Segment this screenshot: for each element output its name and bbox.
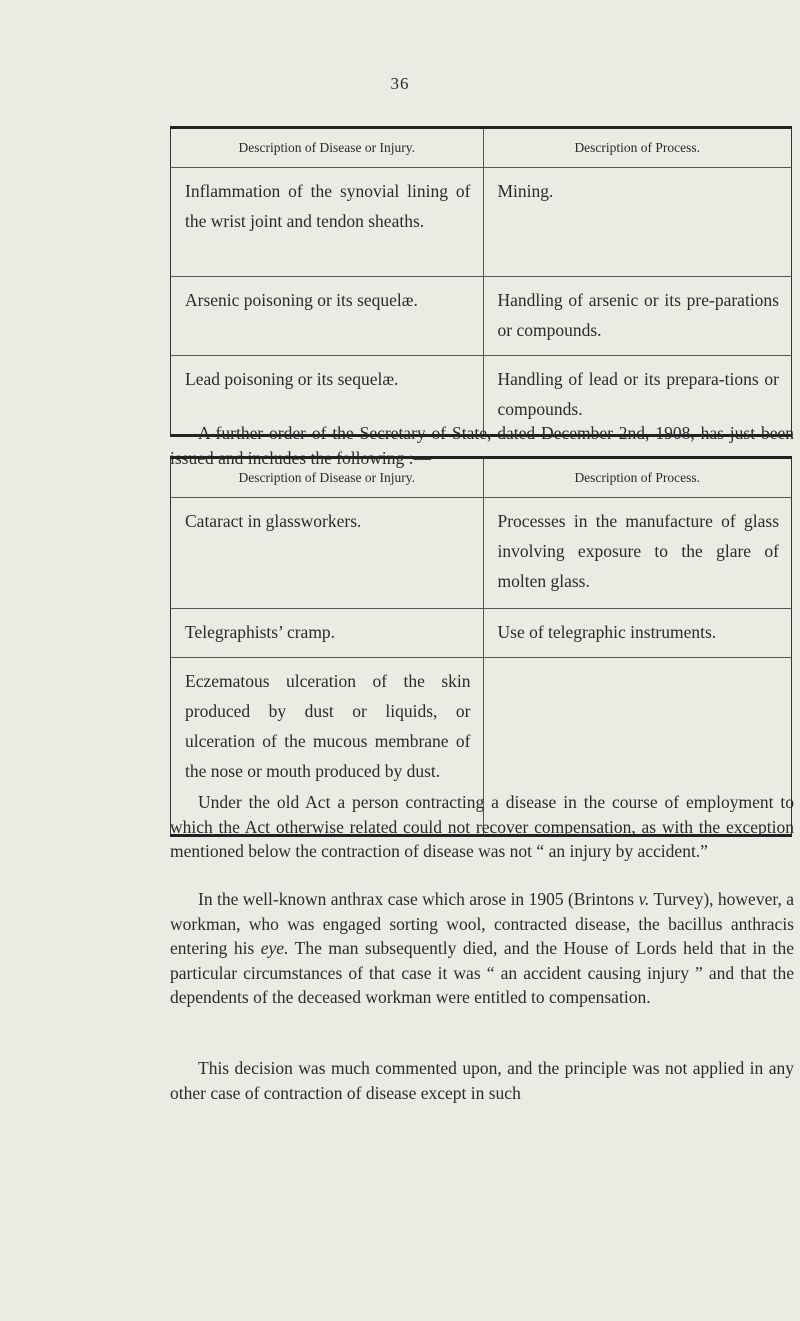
- process-text: Handling of lead or its prepara-tions or compounds.: [497, 369, 779, 419]
- disease-text: Eczematous ulceration of the skin produced by dust or liquids, or ulceration of the mucous membrane of the nose or mouth produced by dust.: [185, 671, 471, 781]
- process-text: Use of telegraphic instruments.: [497, 622, 717, 642]
- process-text: Mining.: [497, 181, 554, 201]
- disease-text: Inflammation of the synovial lining of the wrist joint and tendon sheaths.: [185, 181, 471, 231]
- page-number: 36: [390, 74, 410, 93]
- process-cell: [483, 168, 792, 277]
- italic-text: v.: [638, 889, 650, 909]
- disease-cell: [171, 498, 484, 609]
- text-segment: The man subsequently died, and the House of Lords held that in the particular circumstances of that case it was “ an accident causing injury ” and that the dependents of the deceased workman were entitled to compensation.: [170, 938, 794, 1007]
- text-segment: Turvey), however, a workman, who was engaged sorting wool, contracted disease, the bacillus anthracis entering his: [170, 889, 795, 958]
- table-header-row: [171, 128, 792, 168]
- process-cell: [483, 609, 792, 658]
- disease-cell: [171, 168, 484, 277]
- table-row: [171, 168, 792, 277]
- italic-text: eye.: [260, 938, 289, 958]
- disease-process-table-2: [170, 456, 792, 837]
- paragraph-further-order: A further order of the Secretary of State, dated December 2nd, 1908, has just been issued and includes the following :—: [170, 423, 794, 468]
- paragraph-anthrax-case: [170, 887, 794, 1010]
- table-header-row: [171, 458, 792, 498]
- column-header-disease: Description of Disease or Injury.: [171, 128, 484, 168]
- paragraph-old-act: Under the old Act a person contracting a disease in the course of employment to which the Act otherwise related could not recover compensation, as with the exception mentioned below the contraction of disease was not “ an injury by accident.”: [170, 792, 794, 861]
- table-row: [171, 609, 792, 658]
- column-header-process: Description of Process.: [483, 128, 792, 168]
- process-text: [484, 658, 792, 674]
- process-text: Processes in the manufacture of glass involving exposure to the glare of molten glass.: [497, 511, 779, 591]
- disease-text: Lead poisoning or its sequelæ.: [185, 369, 399, 389]
- text-segment: In the well-known anthrax case which arose in 1905 (Brintons: [198, 889, 639, 909]
- table-row: [171, 498, 792, 609]
- table-row: [171, 277, 792, 356]
- disease-process-table-1: [170, 126, 792, 437]
- disease-text: Cataract in glassworkers.: [185, 511, 362, 531]
- disease-text: Telegraphists’ cramp.: [185, 622, 336, 642]
- column-header-disease: Description of Disease or Injury.: [171, 458, 484, 498]
- disease-cell: [171, 277, 484, 356]
- process-cell: [483, 498, 792, 609]
- disease-text: Arsenic poisoning or its sequelæ.: [185, 290, 418, 310]
- column-header-process: Description of Process.: [483, 458, 792, 498]
- paragraph-decision: This decision was much commented upon, and the principle was not applied in any other case of contraction of disease except in such: [170, 1058, 794, 1103]
- process-cell: [483, 277, 792, 356]
- disease-cell: [171, 609, 484, 658]
- process-text: Handling of arsenic or its pre-parations or compounds.: [497, 290, 779, 340]
